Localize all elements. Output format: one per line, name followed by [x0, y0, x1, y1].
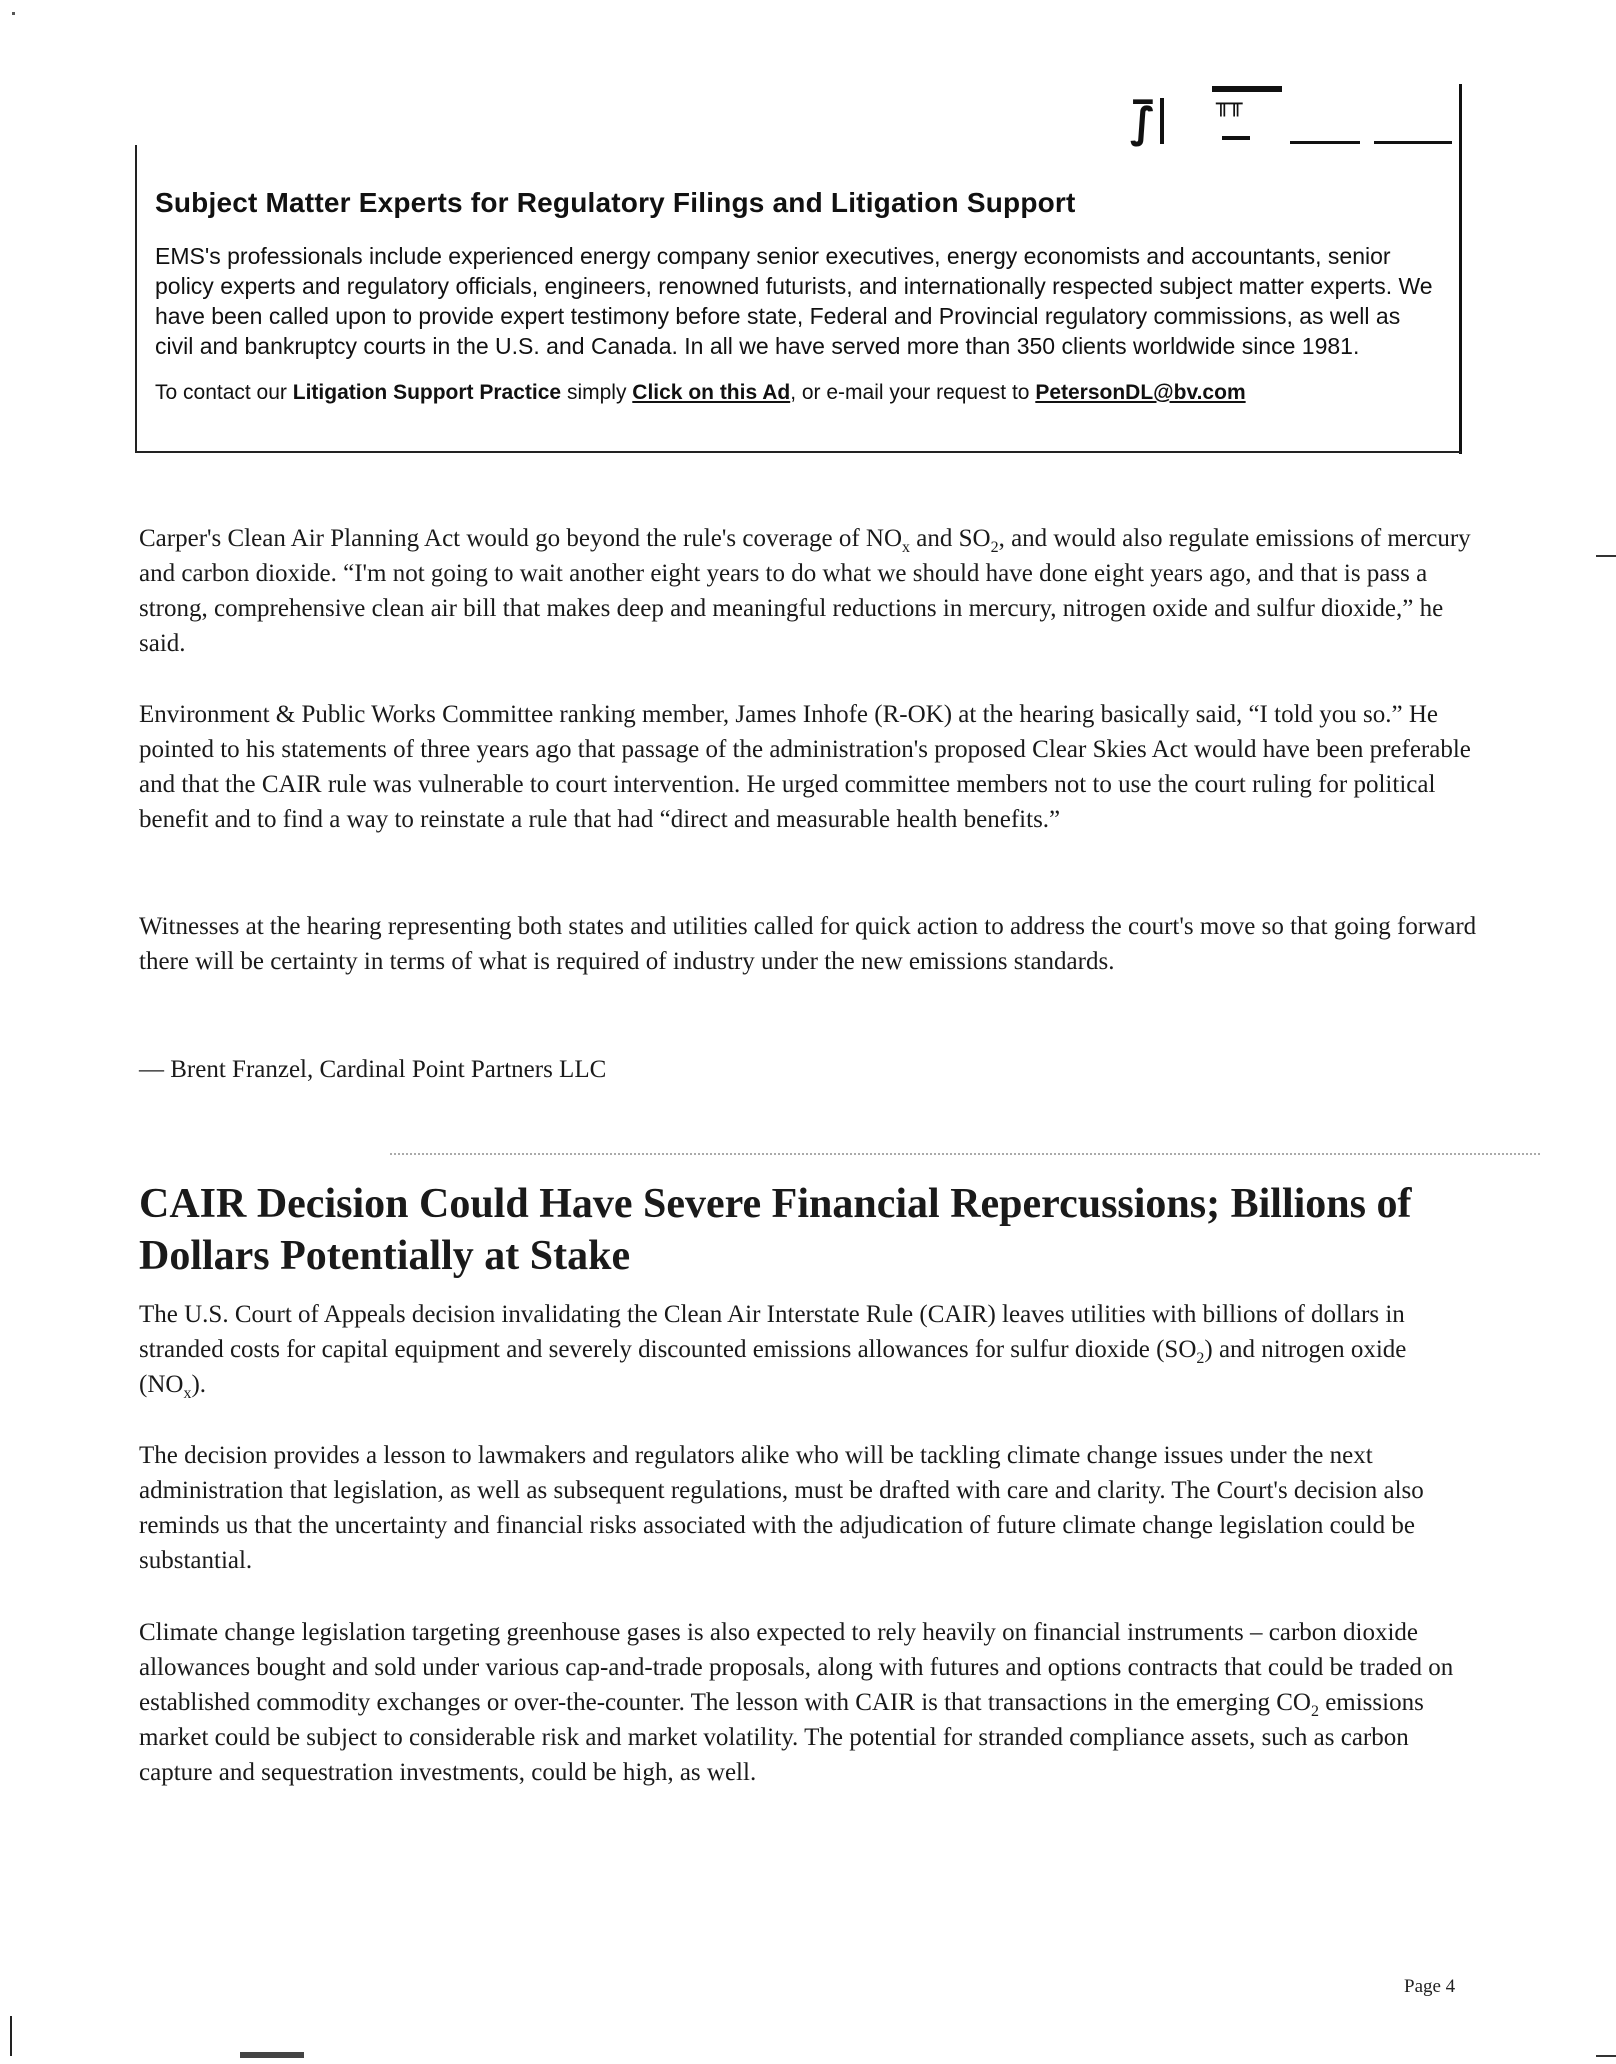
- scan-mark: [240, 2052, 304, 2058]
- article2-headline: CAIR Decision Could Have Severe Financial Repercussions; Billions of Dollars Potentially at Stake: [139, 1181, 1412, 1279]
- article1-p1-text-c: , and would also regulate emissions of mercury and carbon dioxide. “I'm not going to wait another eight years to do what we should have done eight years ago, and that is pass a strong, comprehensive clean air bill that makes deep and meaningful reductions in mercury, nitrogen oxide and sulfur dioxide,” he said.: [139, 525, 1471, 657]
- contact-suffix: , or e-mail your request to: [790, 381, 1036, 404]
- article2-p1-text-b: ) and nitrogen oxide (NO: [139, 1336, 1407, 1398]
- ad-logo[interactable]: [1130, 86, 1200, 147]
- article2-p3-text-b: emissions market could be subject to considerable risk and market volatility. The potential for stranded compliance assets, such as carbon capture and sequestration investments, could be high, as well.: [139, 1689, 1424, 1786]
- article2-p3-text-a: Climate change legislation targeting greenhouse gases is also expected to rely heavily on financial instruments – carbon dioxide allowances bought and sold under various cap-and-trade proposals, along with futures and options contracts that could be traded on established commodity exchanges or over-the-counter. The lesson with CAIR is that transactions in the emerging CO: [139, 1619, 1454, 1716]
- ad-top-rule: [1374, 141, 1452, 144]
- subscript-x: x: [183, 1385, 192, 1402]
- article2-p1-text-a: The U.S. Court of Appeals decision invalidating the Clean Air Interstate Rule (CAIR) leaves utilities with billions of dollars in stranded costs for capital equipment and severely discounted emissions allowances for sulfur dioxide (SO: [139, 1301, 1405, 1363]
- article1-paragraph-2: Environment & Public Works Committee ranking member, James Inhofe (R-OK) at the hearing basically said, “I told you so.” He pointed to his statements of three years ago that passage of the administration's proposed Clear Skies Act would have been preferable and that the CAIR rule was vulnerable to court intervention. He urged committee members not to use the court ruling for political benefit and to find a way to reinstate a rule that had “direct and measurable health benefits.”: [139, 701, 1471, 833]
- article2-paragraph-2: The decision provides a lesson to lawmakers and regulators alike who will be tackling climate change issues under the next administration that legislation, as well as subsequent regulations, must be drafted with care and clarity. The Court's decision also reminds us that the uncertainty and financial risks associated with the adjudication of future climate change legislation could be substantial.: [139, 1442, 1424, 1574]
- article1-p1-text-b: and SO: [910, 525, 991, 552]
- ad-title: Subject Matter Experts for Regulatory Filings and Litigation Support: [155, 187, 1076, 218]
- article2-paragraph-3: [139, 1615, 1479, 1790]
- margin-mark: [1596, 555, 1616, 557]
- subscript-2: 2: [1310, 1703, 1319, 1720]
- article1-p1-text-a: Carper's Clean Air Planning Act would go beyond the rule's coverage of NO: [139, 525, 903, 552]
- logo-divider: [1160, 98, 1164, 144]
- subscript-2: 2: [990, 539, 999, 556]
- logo-mark-icon: ⨛: [1130, 98, 1154, 147]
- margin-mark: [1596, 2055, 1616, 2057]
- logo-base-icon: [1222, 136, 1250, 140]
- email-link[interactable]: PetersonDL@bv.com: [1035, 381, 1246, 404]
- contact-prefix: To contact our: [155, 381, 293, 404]
- scan-speck: [12, 12, 15, 15]
- contact-middle: simply: [561, 381, 633, 404]
- logo-glyph-icon: ╥╥: [1216, 92, 1243, 117]
- article2-p1-text-c: ).: [191, 1371, 207, 1398]
- ad-logo-secondary[interactable]: [1212, 86, 1284, 144]
- subscript-2: 2: [1196, 1350, 1205, 1367]
- click-ad-link[interactable]: Click on this Ad: [632, 381, 791, 404]
- ad-contact-line: [155, 381, 1441, 405]
- contact-practice: Litigation Support Practice: [292, 381, 562, 404]
- ad-body: EMS's professionals include experienced energy company senior executives, energy economists and accountants, senior policy experts and regulatory officials, engineers, renowned futurists, and internationally respected subject matter experts. We have been called upon to provide expert testimony before state, Federal and Provincial regulatory commissions, as well as civil and bankruptcy courts in the U.S. and Canada. In all we have served more than 350 clients worldwide since 1981.: [155, 243, 1433, 359]
- article1-byline: — Brent Franzel, Cardinal Point Partners LLC: [139, 1056, 607, 1083]
- page-number: Page 4: [1404, 1976, 1456, 1997]
- section-separator: [390, 1153, 1540, 1157]
- article1-paragraph-1: [139, 521, 1479, 661]
- litigation-support-ad[interactable]: [135, 145, 1461, 453]
- ad-top-rule: [1290, 141, 1360, 144]
- subscript-x: x: [902, 539, 911, 556]
- article2-paragraph-1: [139, 1297, 1479, 1402]
- article1-paragraph-3: Witnesses at the hearing representing both states and utilities called for quick action to address the court's move so that going forward there will be certainty in terms of what is required of industry under the new emissions standards.: [139, 913, 1477, 975]
- margin-mark: [10, 2016, 12, 2056]
